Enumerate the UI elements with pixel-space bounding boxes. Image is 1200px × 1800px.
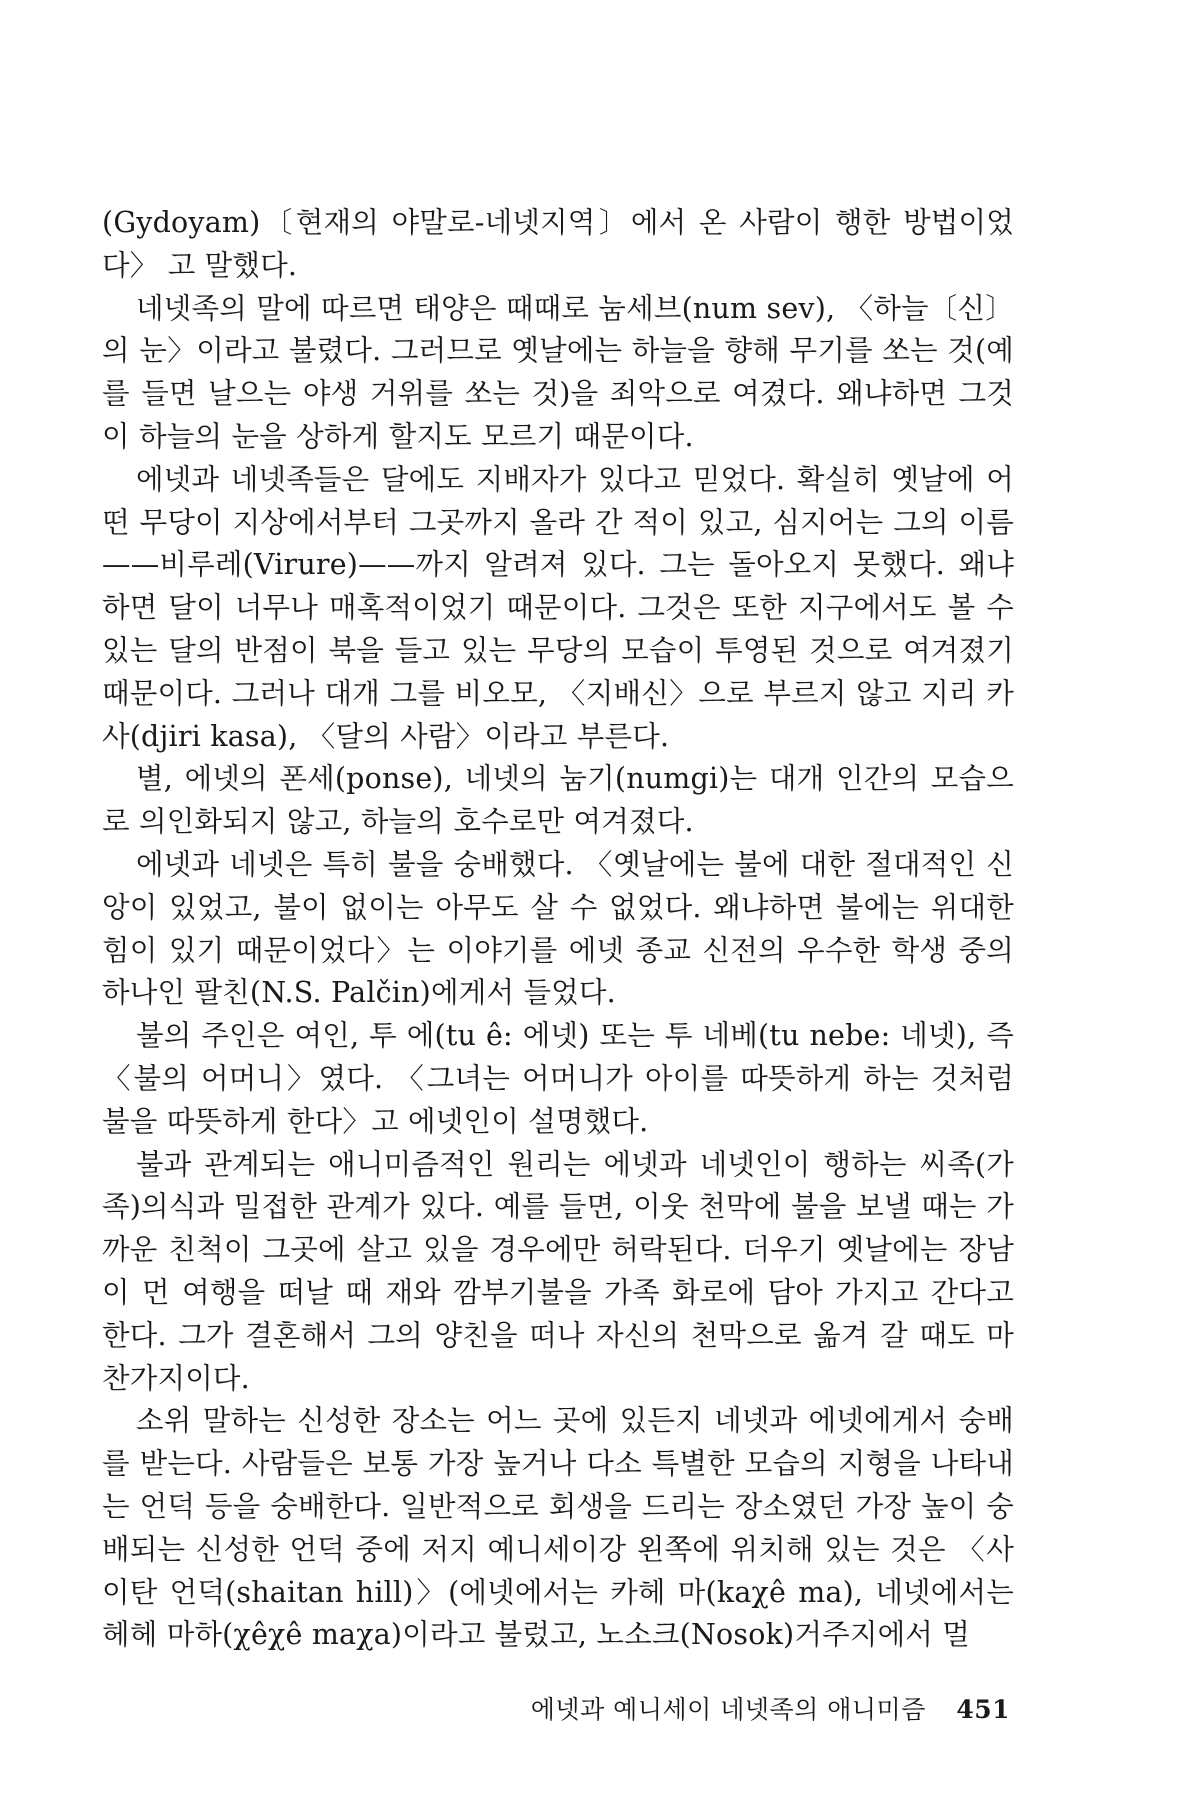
page-footer bbox=[531, 1690, 1010, 1726]
paragraph: 불의 주인은 여인, 투 에(tu ê: 에넷) 또는 투 네베(tu nebe: 네넷), 즉 〈불의 어머니〉였다. 〈그녀는 어머니가 아이를 따뜻하게 하는 것처럼 불을 따뜻하게 한다〉고 에넷인이 설명했다. bbox=[102, 1019, 1014, 1138]
page-number: 451 bbox=[956, 1695, 1010, 1724]
paragraph: 소위 말하는 신성한 장소는 어느 곳에 있든지 네넷과 에넷에게서 숭배를 받는다. 사람들은 보통 가장 높거나 다소 특별한 모습의 지형을 나타내는 언덕 등을 숭배한다. 일반적으로 회생을 드리는 장소였던 가장 높이 숭배되는 신성한 언덕 중에 저지 예니세이강 왼쪽에 위치해 있는 것은 〈사이탄 언덕(shaitan hill)〉(에넷에서는 카헤 마(kaχê ma), 네넷에서는 헤헤 마하(χêχê maχa)이라고 불렀고, 노소크(Nosok)거주지에서 멀 bbox=[102, 1404, 1014, 1652]
paragraph: (Gydoyam)〔현재의 야말로-네넷지역〕에서 온 사람이 행한 방법이었다〉 고 말했다. bbox=[102, 206, 1014, 282]
paragraph: 에넷과 네넷은 특히 불을 숭배했다. 〈옛날에는 불에 대한 절대적인 신앙이 있었고, 불이 없이는 아무도 살 수 없었다. 왜냐하면 불에는 위대한 힘이 있기 때문이었다〉는 이야기를 에넷 종교 신전의 우수한 학생 중의 하나인 팔친(N.S. Palčin)에게서 들었다. bbox=[102, 847, 1014, 1010]
paragraph: 에넷과 네넷족들은 달에도 지배자가 있다고 믿었다. 확실히 옛날에 어떤 무당이 지상에서부터 그곳까지 올라 간 적이 있고, 심지어는 그의 이름——비루레(Virure)——까지 알려져 있다. 그는 돌아오지 못했다. 왜냐하면 달이 너무나 매혹적이었기 때문이다. 그것은 또한 지구에서도 볼 수 있는 달의 반점이 북을 들고 있는 무당의 모습이 투영된 것으로 여겨졌기 때문이다. 그러나 대개 그를 비오모, 〈지배신〉으로 부르지 않고 지리 카사(djiri kasa), 〈달의 사람〉이라고 부른다. bbox=[102, 462, 1014, 753]
paragraph: 불과 관계되는 애니미즘적인 원리는 에넷과 네넷인이 행하는 씨족(가족)의식과 밀접한 관계가 있다. 예를 들면, 이웃 천막에 불을 보낼 때는 가까운 친척이 그곳에 살고 있을 경우에만 허락된다. 더우기 옛날에는 장남이 먼 여행을 떠날 때 재와 깜부기불을 가족 화로에 담아 가지고 간다고 한다. 그가 결혼해서 그의 양친을 떠나 자신의 천막으로 옮겨 갈 때도 마찬가지이다. bbox=[102, 1147, 1014, 1395]
paragraph: 별, 에넷의 폰세(ponse), 네넷의 눔기(numgi)는 대개 인간의 모습으로 의인화되지 않고, 하늘의 호수로만 여겨졌다. bbox=[102, 762, 1014, 839]
paragraph: 네넷족의 말에 따르면 태양은 때때로 눔세브(num sev), 〈하늘〔신〕의 눈〉이라고 불렸다. 그러므로 옛날에는 하늘을 향해 무기를 쏘는 것(예를 들면 날으는 야생 거위를 쏘는 것)을 죄악으로 여겼다. 왜냐하면 그것이 하늘의 눈을 상하게 할지도 모르기 때문이다. bbox=[102, 291, 1014, 453]
body-text bbox=[102, 202, 1014, 1657]
running-head: 에넷과 예니세이 네넷족의 애니미즘 bbox=[530, 1695, 926, 1724]
